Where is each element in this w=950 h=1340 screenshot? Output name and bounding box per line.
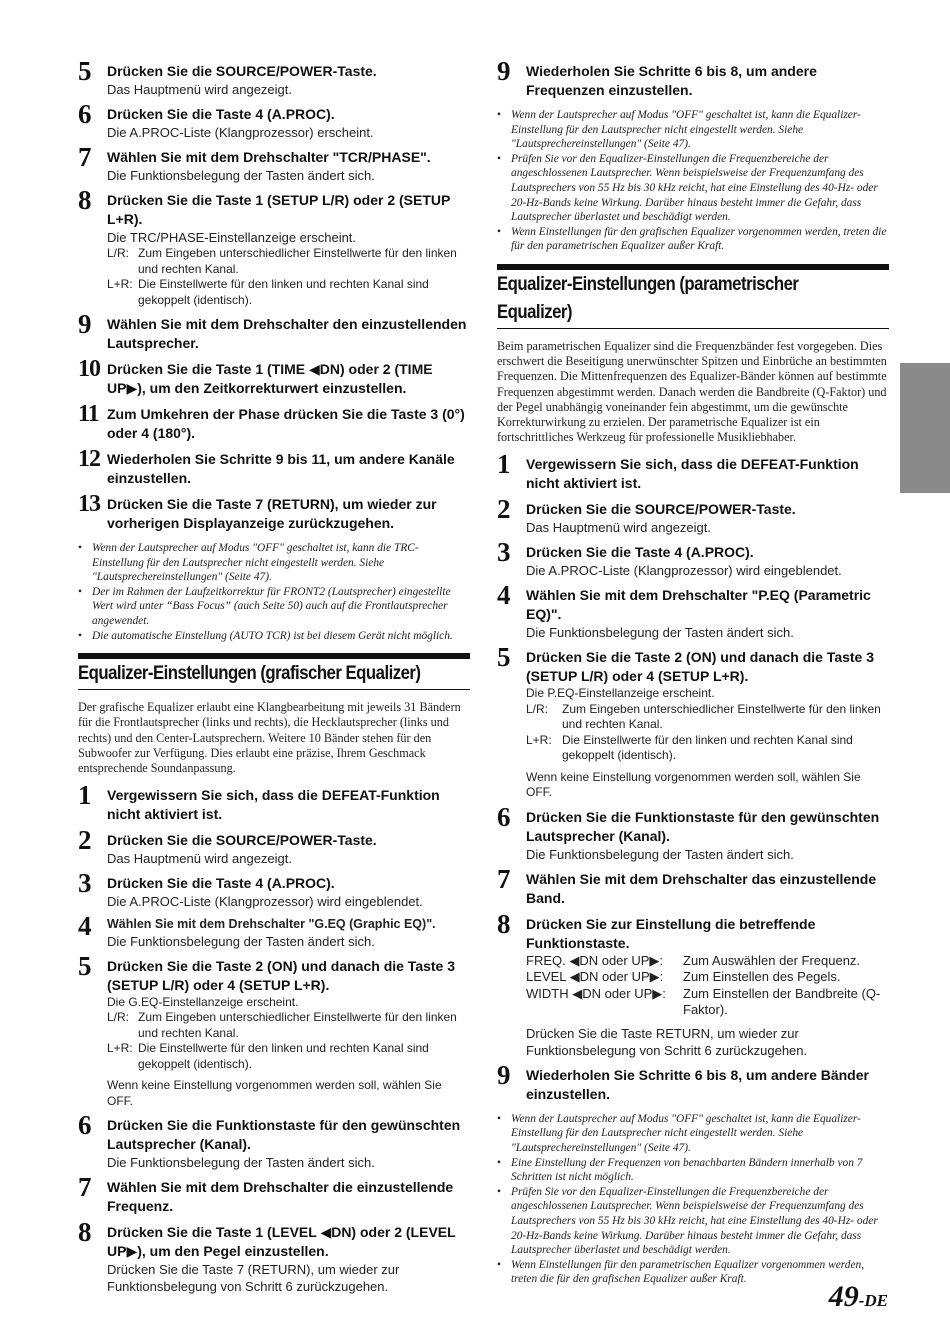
step-desc: Die TRC/PHASE-Einstellanzeige erscheint. — [107, 230, 357, 245]
section-title-line: Equalizer-Einstellungen (grafischer Equalizer) — [78, 662, 421, 685]
note-item: • Prüfen Sie vor den Equalizer-Einstellungen die Frequenzbereiche der angeschlossenen Lautsprecher. Wenn beispielsweise der Frequenzumfang des Lautsprechers von 55 Hz bis 30 kHz reicht, hat eine Einstellung des 40-Hz- oder 20-Hz-Bands keine Wirkung. Darüber hinaus besteht immer die Gefahr, dass Lautsprecher überlastet und beschädigt werden. — [497, 1185, 889, 1258]
option-key: L/R: — [107, 1010, 130, 1025]
note-item: • Der im Rahmen der Laufzeitkorrektur für FRONT2 (Lautsprecher) eingestellte Wert wird unter “Bass Focus” (auch Seite 50) auch auf die Frontlautsprecher angewendet. — [78, 585, 470, 629]
lr-option — [107, 246, 470, 277]
step-number: 8 — [78, 1217, 92, 1248]
step-title: Drücken Sie die SOURCE/POWER-Taste. — [526, 501, 796, 518]
option-key: L+R: — [107, 277, 133, 291]
note-item: • Wenn der Lautsprecher auf Modus "OFF" geschaltet ist, kann die Equalizer-Einstellung für den Lautsprecher nicht eingestellt werden. Siehe "Lautsprechereinstellungen" (Seite 47). — [497, 1112, 889, 1156]
step-title: Zum Umkehren der Phase drücken Sie die Taste 3 (0°) oder 4 (180°). — [107, 406, 465, 441]
step-title: Drücken Sie die Taste 4 (A.PROC). — [107, 106, 335, 122]
step-number: 5 — [78, 56, 92, 86]
section-title-line: Equalizer) — [497, 300, 572, 323]
option-value: Zum Eingeben unterschiedlicher Einstellwerte für den linken und rechten Kanal. — [138, 246, 457, 276]
step — [78, 1172, 470, 1216]
option-value: Zum Eingeben unterschiedlicher Einstellwerte für den linken und rechten Kanal. — [562, 701, 881, 732]
option-key: L+R: — [107, 1041, 133, 1056]
step-title: Drücken Sie die Funktionstaste für den gewünschten Lautsprecher (Kanal). — [107, 1117, 461, 1153]
step — [497, 449, 889, 493]
step-number: 5 — [497, 642, 511, 673]
option-key: LEVEL ◀DN oder UP▶: — [526, 969, 664, 985]
step — [78, 401, 470, 443]
note-item: • Prüfen Sie vor den Equalizer-Einstellungen die Frequenzbereiche der angeschlossenen Lautsprecher. Wenn beispielsweise der Frequenzumfang des Lautsprechers von 55 Hz bis 30 kHz reicht, hat eine Einstellung des 40-Hz- oder 20-Hz-Bands keine Wirkung. Darüber hinaus besteht immer die Gefahr, dass Lautsprecher überlastet und beschädigt werden. — [497, 152, 889, 225]
step-desc: Das Hauptmenü wird angezeigt. — [526, 520, 711, 536]
step-number: 13 — [78, 491, 100, 517]
step-number: 6 — [497, 801, 511, 832]
step-title: Vergewissern Sie sich, dass die DEFEAT-Funktion nicht aktiviert ist. — [526, 456, 859, 492]
step-9 — [497, 56, 889, 100]
level-option — [526, 969, 889, 986]
step-title: Drücken Sie die Taste 4 (A.PROC). — [107, 875, 335, 892]
step-desc: Drücken Sie die Taste 7 (RETURN), um wieder zur Funktionsbelegung von Schritt 6 zurückzugehen. — [107, 1262, 400, 1295]
section-underline — [497, 328, 889, 329]
steps-b — [78, 309, 470, 533]
step-title: Drücken Sie die Funktionstaste für den gewünschten Lautsprecher (Kanal). — [526, 808, 880, 844]
note-item: • Die automatische Einstellung (AUTO TCR) ist bei diesem Gerät nicht möglich. — [78, 629, 470, 644]
step-number: 9 — [78, 309, 92, 339]
peq-step-5 — [497, 642, 889, 801]
option-key: L/R: — [526, 701, 549, 716]
step — [78, 56, 470, 98]
section-intro: Beim parametrischen Equalizer sind die Frequenzbänder fest vorgegeben. Dies erschwert die Beseitigung unerwünschter Spitzen und Einbrüche an bestimmten Frequenzen. Die Mittenfrequenzen des Equalizer-Bänder können auf bestimmte Frequenzen abgestimmt werden. Danach werden die Bandbreite (Q-Faktor) und der Pegel unabhängig voneinander fein abgestimmt, um die gewünschte Korrekturwirkung zu erzielen. Der parametrische Equalizer ist ein fortschrittliches Werkzeug für professionelle Musikliebhaber. — [497, 338, 887, 445]
step-title: Wählen Sie mit dem Drehschalter "P.EQ (Parametric EQ)". — [526, 587, 871, 623]
step — [78, 825, 470, 867]
peq-step-8 — [497, 908, 889, 1059]
option-key: WIDTH ◀DN oder UP▶: — [526, 985, 666, 1001]
notes-peq — [497, 1112, 889, 1287]
step — [78, 911, 470, 950]
step-number: 9 — [497, 1059, 511, 1090]
section-title-line: Equalizer-Einstellungen (parametrischer — [497, 272, 799, 295]
step — [78, 309, 470, 353]
step-number: 4 — [78, 911, 92, 942]
step-desc: Drücken Sie die Taste RETURN, um wieder zur Funktionsbelegung von Schritt 6 zurückzugehen. — [526, 1025, 808, 1058]
step-title: Drücken Sie die SOURCE/POWER-Taste. — [107, 832, 377, 849]
left-column — [78, 56, 470, 1302]
step-desc: Das Hauptmenü wird angezeigt. — [107, 82, 292, 97]
notes-tcr — [78, 541, 470, 643]
step — [497, 580, 889, 641]
step-title: Drücken Sie die Taste 1 (TIME ◀DN) oder 2 (TIME UP▶), um den Zeitkorrekturwert einzustellen. — [107, 361, 433, 396]
step-title: Wiederholen Sie Schritte 9 bis 11, um andere Kanäle einzustellen. — [107, 451, 455, 486]
section-underline — [78, 689, 470, 690]
step-number: 7 — [78, 142, 92, 172]
step-title: Drücken Sie die Taste 2 (ON) und danach die Taste 3 (SETUP L/R) oder 4 (SETUP L+R). — [107, 957, 456, 993]
step-number: 3 — [78, 868, 92, 899]
step — [78, 446, 470, 488]
step-number: 6 — [78, 1110, 92, 1141]
note-item: • Wenn der Lautsprecher auf Modus "OFF" geschaltet ist, kann die Equalizer-Einstellung für den Lautsprecher nicht eingestellt werden. Siehe "Lautsprechereinstellungen" (Seite 47). — [497, 108, 889, 152]
step-desc: Die A.PROC-Liste (Klangprozessor) erscheint. — [107, 125, 374, 140]
step-number: 4 — [497, 580, 511, 611]
note-item: • Wenn Einstellungen für den parametrischen Equalizer vorgenommen werden, treten die für den grafischen Equalizer außer Kraft. — [497, 1258, 889, 1287]
step-number: 2 — [497, 494, 511, 525]
step-title: Drücken Sie die Taste 1 (SETUP L/R) oder 2 (SETUP L+R). — [107, 192, 451, 227]
step-desc: Die Funktionsbelegung der Tasten ändert sich. — [107, 1155, 375, 1171]
freq-option — [526, 953, 889, 970]
step-desc: Die Funktionsbelegung der Tasten ändert sich. — [107, 933, 375, 949]
step — [78, 868, 470, 910]
section-intro: Der grafische Equalizer erlaubt eine Klangbearbeitung mit jeweils 31 Bändern für die Frontlautsprecher (links und rechts), die Hecklautsprecher (links und rechts) und den Center-Lautsprechern. Weitere 10 Bänder stehen für den Subwoofer zur Verfügung. Dies erlaubt eine präzise, Ihrem Geschmack entsprechende Soundanpassung. — [78, 700, 461, 775]
step-number: 7 — [78, 1172, 92, 1203]
step-number: 11 — [78, 401, 99, 427]
step — [78, 780, 470, 824]
option-value: Zum Auswählen der Frequenz. — [683, 952, 861, 968]
width-option — [526, 986, 889, 1019]
option-key: L/R: — [107, 246, 130, 260]
step-title: Drücken Sie die Taste 1 (LEVEL ◀DN) oder 2 (LEVEL UP▶), um den Pegel einzustellen. — [107, 1224, 456, 1260]
step-title: Drücken Sie die Taste 4 (A.PROC). — [526, 544, 754, 561]
option-value: Die Einstellwerte für den linken und rechten Kanal sind gekoppelt (identisch). — [138, 277, 429, 307]
step-number: 2 — [78, 825, 92, 856]
step-title: Wählen Sie mit dem Drehschalter "G.EQ (Graphic EQ)". — [107, 917, 436, 932]
step-desc: Die A.PROC-Liste (Klangprozessor) wird eingeblendet. — [526, 563, 842, 579]
step-title: Wählen Sie mit dem Drehschalter das einzustellende Band. — [526, 870, 877, 906]
step — [78, 491, 470, 533]
step — [78, 99, 470, 141]
off-hint: Wenn keine Einstellung vorgenommen werden soll, wählen Sie OFF. — [107, 1078, 442, 1108]
step-number: 1 — [78, 780, 92, 811]
geq-step-8 — [78, 1217, 470, 1295]
step — [497, 494, 889, 536]
step-number: 9 — [497, 56, 511, 86]
option-value: Zum Einstellen der Bandbreite (Q-Faktor). — [683, 985, 881, 1018]
steps-a — [78, 56, 470, 184]
lplusr-option — [526, 733, 889, 764]
section-title — [497, 270, 834, 326]
option-value: Zum Eingeben unterschiedlicher Einstellwerte für den linken und rechten Kanal. — [138, 1010, 457, 1040]
option-value: Zum Einstellen des Pegels. — [683, 969, 841, 985]
step-title: Wählen Sie mit dem Drehschalter die einzustellende Frequenz. — [107, 1179, 454, 1215]
step-number: 12 — [78, 446, 100, 472]
step-desc: Die Funktionsbelegung der Tasten ändert sich. — [526, 846, 794, 862]
geq-steps-b — [78, 1110, 470, 1216]
step-8-setup — [78, 185, 470, 308]
step — [497, 537, 889, 579]
page-number-value: 49 — [828, 1280, 859, 1313]
note-item: • Wenn Einstellungen für den grafischen Equalizer vorgenommen werden, treten die für den parametrischen Equalizer außer Kraft. — [497, 225, 889, 254]
step-desc: Die G.EQ-Einstellanzeige erscheint. — [107, 994, 299, 1009]
geq-steps-a — [78, 780, 470, 950]
step-title: Drücken Sie die Taste 2 (ON) und danach die Taste 3 (SETUP L/R) oder 4 (SETUP L+R). — [526, 649, 875, 685]
side-tab — [900, 363, 950, 493]
step-desc: Die A.PROC-Liste (Klangprozessor) wird eingeblendet. — [107, 894, 423, 910]
option-value: Die Einstellwerte für den linken und rechten Kanal sind gekoppelt (identisch). — [562, 732, 853, 763]
step-9b — [497, 1059, 889, 1104]
step-desc: Das Hauptmenü wird angezeigt. — [107, 851, 292, 867]
step-title: Wählen Sie mit dem Drehschalter den einzustellenden Lautsprecher. — [107, 316, 467, 351]
lr-option — [107, 1010, 470, 1041]
step-number: 10 — [78, 356, 100, 382]
peq-steps-a — [497, 449, 889, 641]
step-desc: Die P.EQ-Einstellanzeige erscheint. — [526, 686, 715, 701]
step — [497, 801, 889, 863]
step-number: 8 — [78, 185, 92, 215]
option-value: Die Einstellwerte für den linken und rechten Kanal sind gekoppelt (identisch). — [138, 1041, 429, 1071]
section-title — [78, 659, 421, 687]
step-title: Drücken Sie die SOURCE/POWER-Taste. — [107, 63, 377, 79]
step — [497, 863, 889, 908]
notes-geq — [497, 108, 889, 254]
option-key: FREQ. ◀DN oder UP▶: — [526, 952, 664, 968]
step-number: 8 — [497, 908, 511, 939]
lr-option — [526, 702, 889, 733]
step-desc: Die Funktionsbelegung der Tasten ändert sich. — [107, 168, 375, 183]
step-title: Wählen Sie mit dem Drehschalter "TCR/PHASE". — [107, 149, 431, 165]
step-title: Wiederholen Sie Schritte 6 bis 8, um andere Bänder einzustellen. — [526, 1066, 869, 1102]
step-number: 7 — [497, 863, 511, 894]
step-title: Drücken Sie die Taste 7 (RETURN), um wieder zur vorherigen Displayanzeige zurückzugehen. — [107, 496, 437, 531]
step — [78, 1110, 470, 1171]
option-key: L+R: — [526, 732, 552, 747]
step-number: 3 — [497, 537, 511, 568]
step-title: Wiederholen Sie Schritte 6 bis 8, um andere Frequenzen einzustellen. — [526, 63, 817, 98]
step-number: 5 — [78, 950, 92, 981]
peq-steps-b — [497, 801, 889, 908]
page-number — [829, 1280, 888, 1314]
right-column — [497, 56, 889, 1297]
step — [78, 142, 470, 184]
off-hint: Wenn keine Einstellung vorgenommen werden soll, wählen Sie OFF. — [526, 769, 861, 800]
step-title: Drücken Sie zur Einstellung die betreffende Funktionstaste. — [526, 915, 816, 951]
geq-step-5 — [78, 950, 470, 1110]
step-title: Vergewissern Sie sich, dass die DEFEAT-Funktion nicht aktiviert ist. — [107, 787, 440, 823]
step — [78, 356, 470, 398]
step-desc: Die Funktionsbelegung der Tasten ändert sich. — [526, 625, 794, 641]
lplusr-option — [107, 277, 470, 308]
page-number-suffix: -DE — [858, 1291, 888, 1310]
note-item: • Eine Einstellung der Frequenzen von benachbarten Bändern innerhalb von 7 Schritten ist nicht möglich. — [497, 1156, 889, 1185]
lplusr-option — [107, 1041, 470, 1072]
step-number: 1 — [497, 449, 511, 480]
step-number: 6 — [78, 99, 92, 129]
note-item: • Wenn der Lautsprecher auf Modus "OFF" geschaltet ist, kann die TRC-Einstellung für den Lautsprecher nicht eingestellt werden. Siehe "Lautsprechereinstellungen" (Seite 47). — [78, 541, 470, 585]
